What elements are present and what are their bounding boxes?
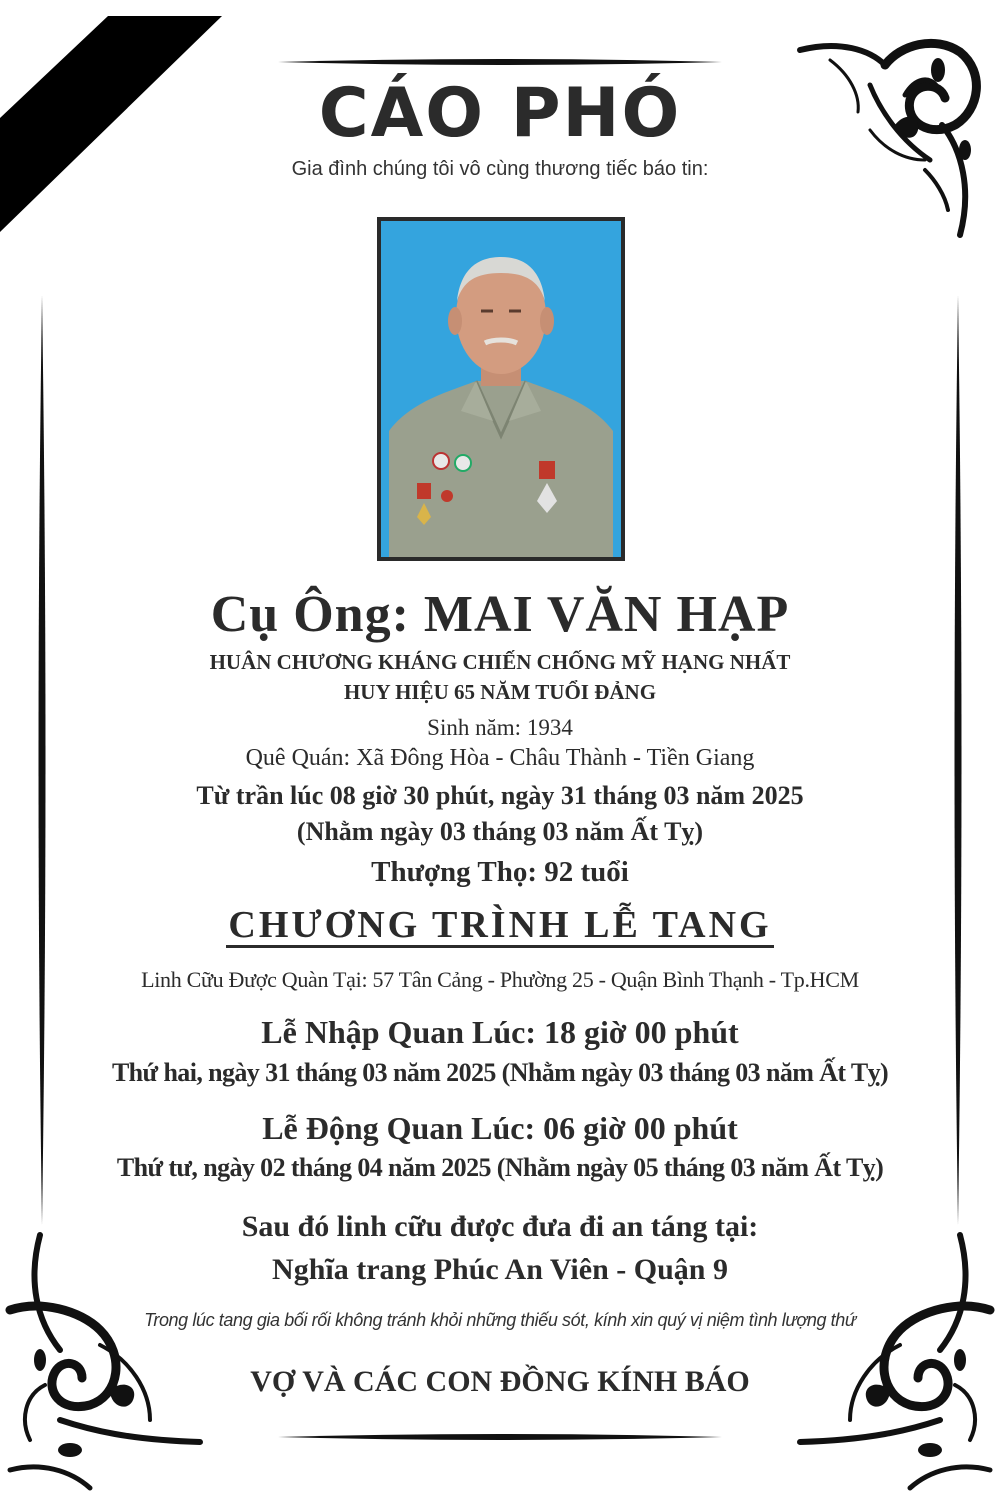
family-signature: VỢ VÀ CÁC CON ĐỒNG KÍNH BÁO	[250, 1365, 750, 1398]
time-of-death: Từ trần lúc 08 giờ 30 phút, ngày 31 tháng 03 năm 2025	[196, 781, 804, 810]
deceased-portrait	[377, 217, 625, 561]
program-title: CHƯƠNG TRÌNH LỄ TANG	[228, 904, 772, 946]
encoffining-date: Thứ hai, ngày 31 tháng 03 năm 2025 (Nhằm ngày 03 tháng 03 năm Ất Tỵ)	[111, 1058, 889, 1087]
top-border-line	[278, 59, 722, 65]
burial-place: Nghĩa trang Phúc An Viên - Quận 9	[272, 1253, 728, 1286]
viewing-venue: Linh Cữu Được Quàn Tại: 57 Tân Cảng - Phường 25 - Quận Bình Thạnh - Tp.HCM	[141, 967, 859, 992]
burial-intro: Sau đó linh cữu được đưa đi an táng tại:	[241, 1210, 759, 1243]
shirt-shape	[389, 381, 613, 557]
page-title: CÁO PHÓ	[318, 74, 682, 153]
apology-note: Trong lúc tang gia bối rối không tránh khỏi những thiếu sót, kính xin quý vị niệm tình lượng thứ	[144, 1310, 856, 1330]
program-heading-wrap	[0, 905, 1000, 948]
award-line-1: HUÂN CHƯƠNG KHÁNG CHIẾN CHỐNG MỸ HẠNG NHẤT	[209, 650, 791, 674]
deceased-name: Cụ Ông: MAI VĂN HẠP	[210, 586, 790, 643]
procession-time: Lễ Động Quan Lúc: 06 giờ 00 phút	[262, 1110, 738, 1146]
lunar-date-of-death: (Nhằm ngày 03 tháng 03 năm Ất Tỵ)	[296, 817, 704, 846]
procession-date: Thứ tư, ngày 02 tháng 04 năm 2025 (Nhằm ngày 05 tháng 03 năm Ất Tỵ)	[116, 1153, 884, 1182]
bottom-border-line	[278, 1434, 722, 1440]
portrait-illustration	[381, 221, 621, 557]
award-line-2: HUY HIỆU 65 NĂM TUỔI ĐẢNG	[343, 680, 657, 704]
encoffining-time: Lễ Nhập Quan Lúc: 18 giờ 00 phút	[261, 1014, 739, 1050]
intro-text: Gia đình chúng tôi vô cùng thương tiếc báo tin:	[291, 158, 709, 180]
birth-year: Sinh năm: 1934	[427, 715, 573, 740]
age-at-death: Thượng Thọ: 92 tuổi	[371, 856, 629, 888]
hometown: Quê Quán: Xã Đông Hòa - Châu Thành - Tiền Giang	[245, 745, 755, 771]
